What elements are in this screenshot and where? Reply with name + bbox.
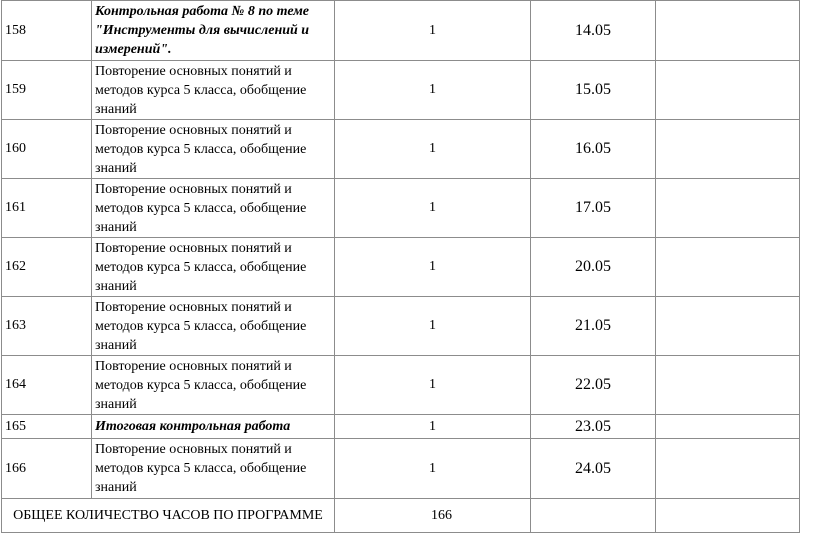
lesson-notes (656, 415, 800, 439)
lesson-topic: Повторение основных понятий и методов курса 5 класса, обобщение знаний (92, 120, 335, 179)
lesson-topic: Повторение основных понятий и методов курса 5 класса, обобщение знаний (92, 61, 335, 120)
lesson-topic: Повторение основных понятий и методов курса 5 класса, обобщение знаний (92, 356, 335, 415)
lesson-date: 17.05 (531, 179, 656, 238)
table-row (2, 356, 800, 415)
lesson-number: 158 (2, 1, 92, 61)
table-row (2, 61, 800, 120)
lesson-notes (656, 179, 800, 238)
table-row (2, 439, 800, 499)
lesson-topic: Повторение основных понятий и методов курса 5 класса, обобщение знаний (92, 439, 335, 499)
lesson-notes (656, 238, 800, 297)
lesson-date: 15.05 (531, 61, 656, 120)
lesson-number: 159 (2, 61, 92, 120)
lesson-date: 14.05 (531, 1, 656, 61)
total-empty-cell (531, 499, 656, 533)
lesson-hours: 1 (335, 120, 531, 179)
total-value: 166 (335, 499, 531, 533)
lesson-date: 24.05 (531, 439, 656, 499)
table-row (2, 1, 800, 61)
lesson-number: 162 (2, 238, 92, 297)
table-row (2, 120, 800, 179)
lesson-topic: Контрольная работа № 8 по теме "Инструменты для вычислений и измерений". (92, 1, 335, 61)
lesson-number: 166 (2, 439, 92, 499)
lesson-number: 161 (2, 179, 92, 238)
lesson-date: 16.05 (531, 120, 656, 179)
lesson-number: 164 (2, 356, 92, 415)
table-row (2, 415, 800, 439)
table-row (2, 238, 800, 297)
lesson-hours: 1 (335, 415, 531, 439)
lesson-notes (656, 61, 800, 120)
table-row (2, 179, 800, 238)
lesson-notes (656, 297, 800, 356)
lesson-notes (656, 1, 800, 61)
lesson-topic: Повторение основных понятий и методов курса 5 класса, обобщение знаний (92, 179, 335, 238)
lesson-plan-table (1, 0, 800, 533)
lesson-number: 163 (2, 297, 92, 356)
lesson-topic: Повторение основных понятий и методов курса 5 класса, обобщение знаний (92, 238, 335, 297)
lesson-notes (656, 120, 800, 179)
lesson-hours: 1 (335, 179, 531, 238)
lesson-number: 165 (2, 415, 92, 439)
lesson-topic: Итоговая контрольная работа (92, 415, 335, 439)
total-empty-cell (656, 499, 800, 533)
lesson-notes (656, 439, 800, 499)
lesson-date: 23.05 (531, 415, 656, 439)
lesson-date: 21.05 (531, 297, 656, 356)
lesson-topic: Повторение основных понятий и методов курса 5 класса, обобщение знаний (92, 297, 335, 356)
lesson-rows (2, 1, 800, 499)
total-row (2, 499, 800, 533)
lesson-hours: 1 (335, 61, 531, 120)
lesson-date: 22.05 (531, 356, 656, 415)
lesson-hours: 1 (335, 238, 531, 297)
total-label: ОБЩЕЕ КОЛИЧЕСТВО ЧАСОВ ПО ПРОГРАММЕ (2, 499, 335, 533)
lesson-hours: 1 (335, 1, 531, 61)
lesson-hours: 1 (335, 439, 531, 499)
lesson-hours: 1 (335, 297, 531, 356)
lesson-hours: 1 (335, 356, 531, 415)
table-row (2, 297, 800, 356)
lesson-notes (656, 356, 800, 415)
lesson-date: 20.05 (531, 238, 656, 297)
lesson-number: 160 (2, 120, 92, 179)
